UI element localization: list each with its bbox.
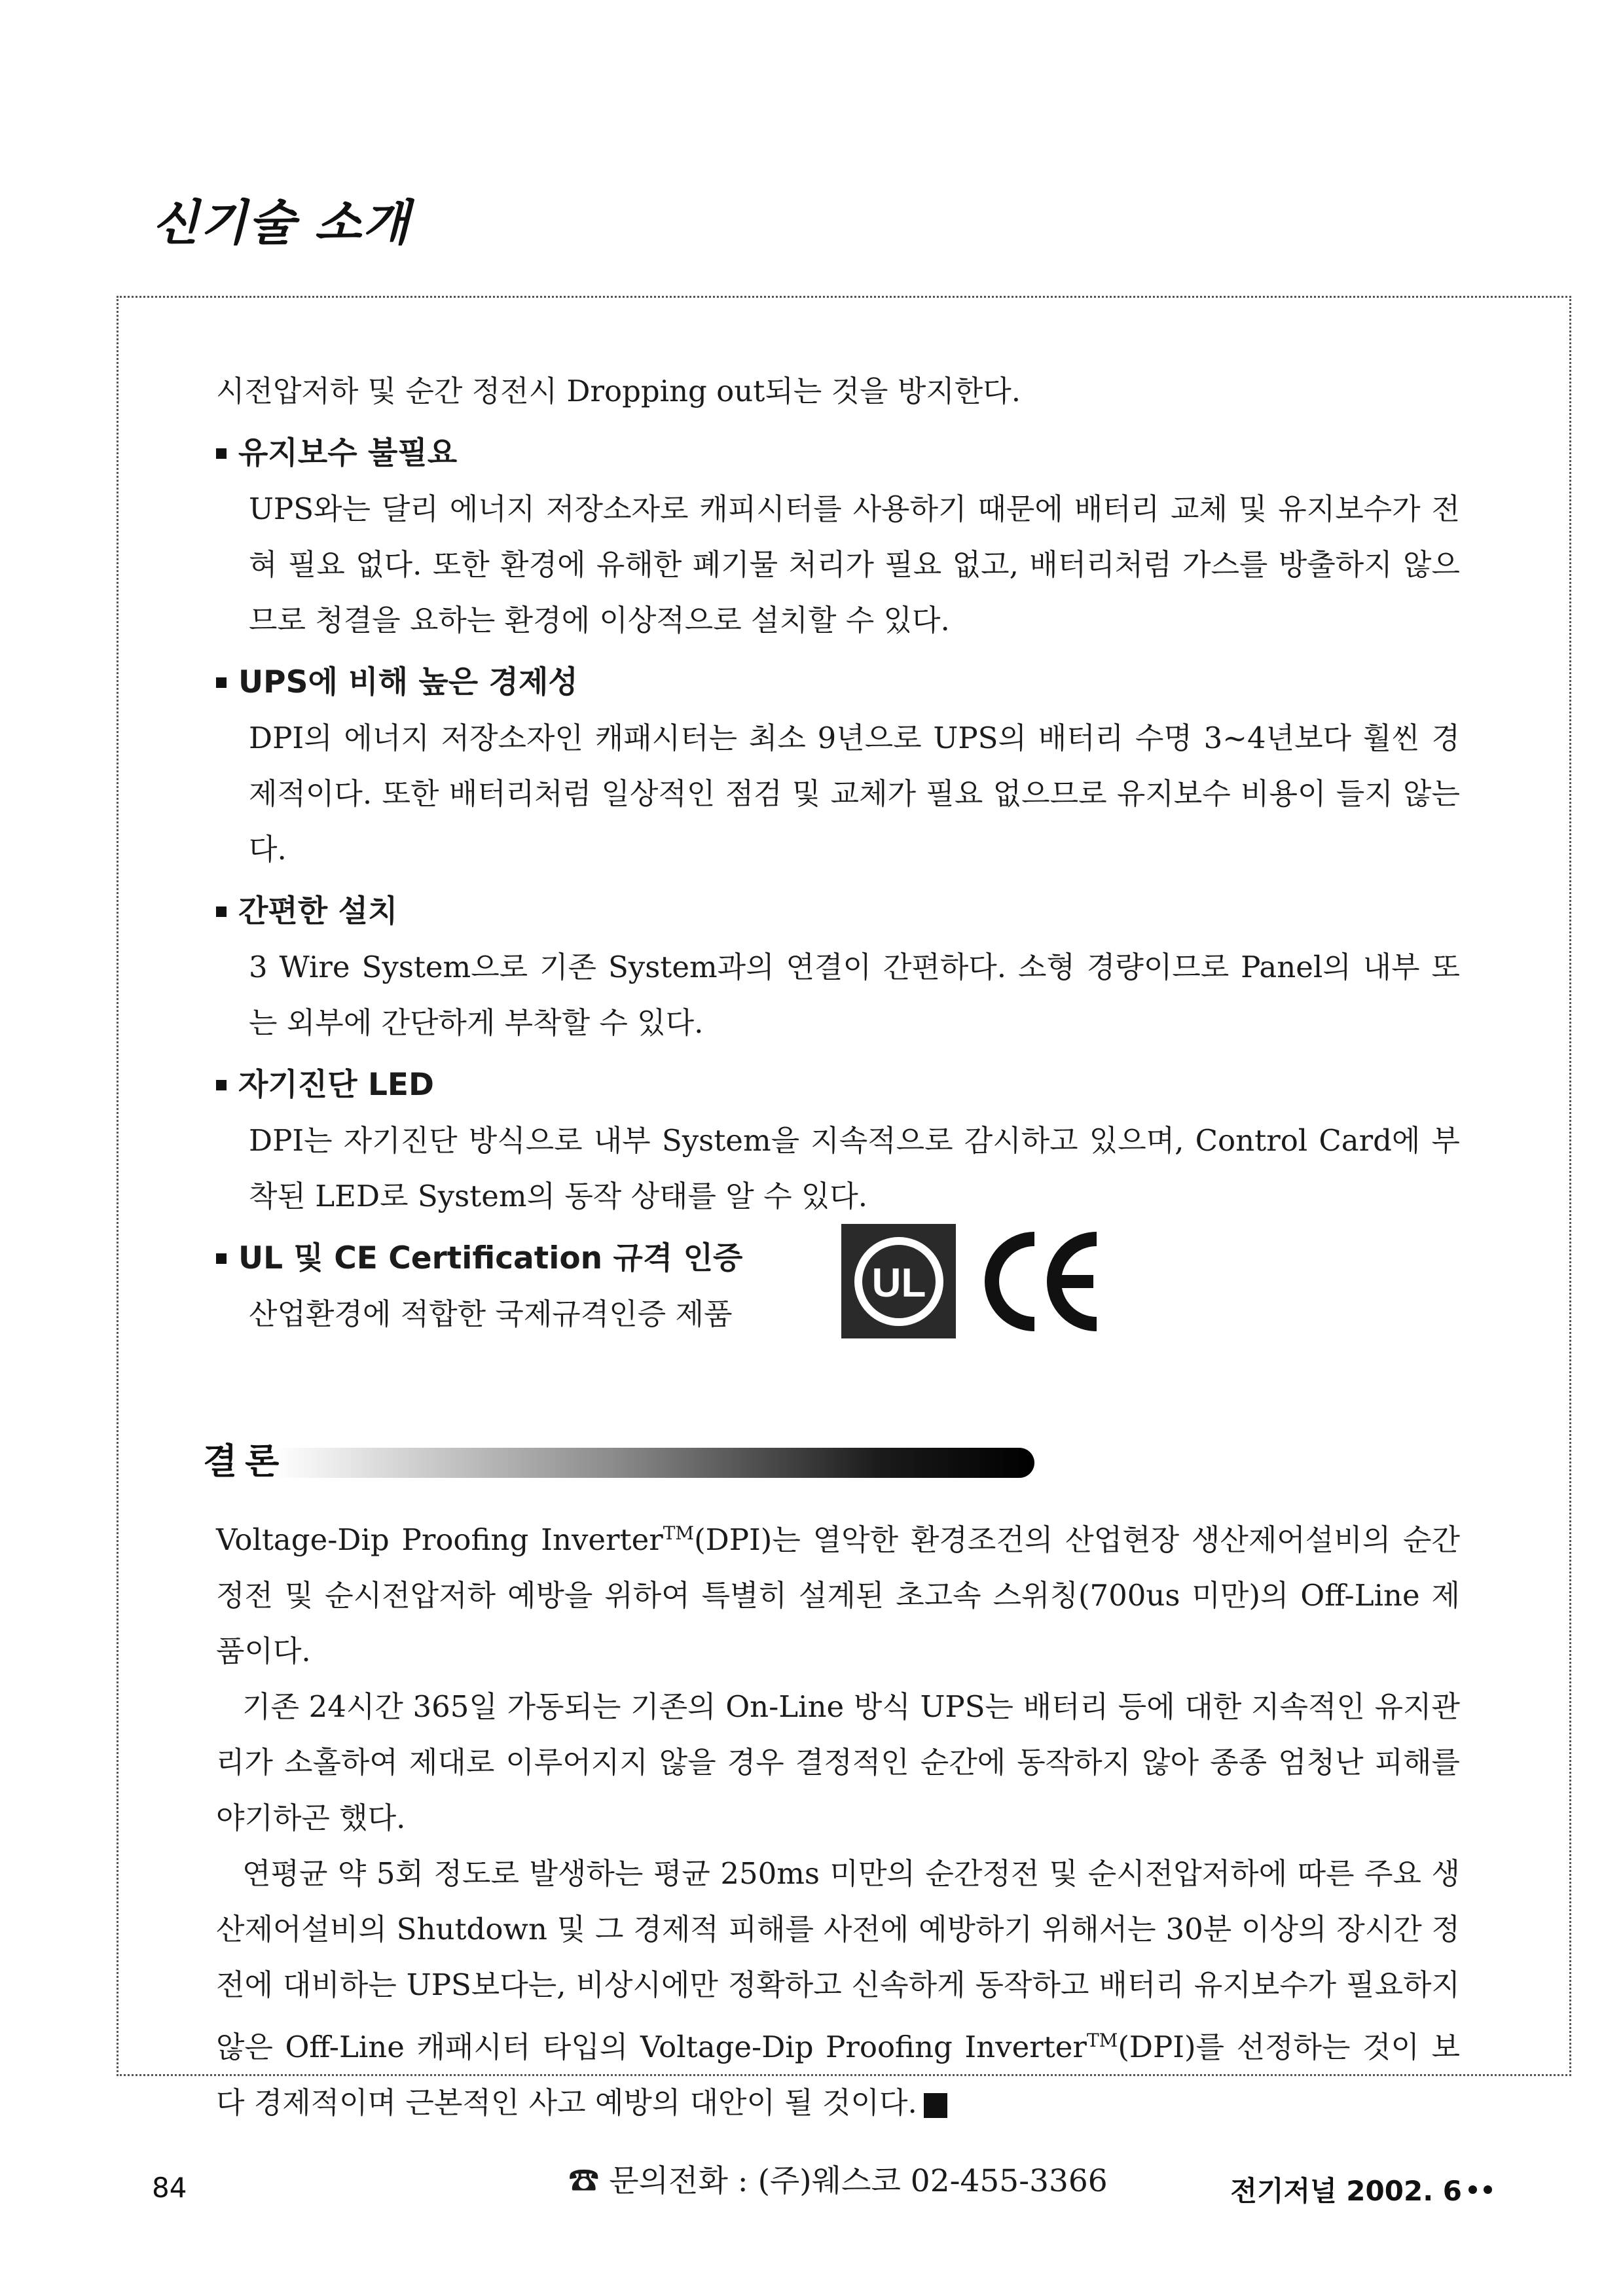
intro-line: 시전압저하 및 순간 정전시 Dropping out되는 것을 방지한다. <box>216 374 1021 408</box>
phone-icon: ☎ <box>568 2163 600 2199</box>
feature-text: UPS와는 달리 에너지 저장소자로 캐피시터를 사용하기 때문에 배터리 교체 및 유지보수가 전혀 필요 없다. 또한 환경에 유해한 폐기물 처리가 필요 없고, 배터리처럼 가스를 방출하지 않으므로 청결을 요하는 환경에 이상적으로 설치할 수 있다. <box>249 492 1460 637</box>
feature-led <box>216 1057 1460 1224</box>
square-bullet-icon <box>216 448 227 459</box>
end-mark-icon: 전 <box>924 2093 947 2118</box>
square-bullet-icon <box>216 677 227 688</box>
feature-installation <box>216 884 1460 1050</box>
feature-text: DPI는 자기진단 방식으로 내부 System을 지속적으로 감시하고 있으며, Control Card에 부착된 LED로 System의 동작 상태를 알 수 있다. <box>249 1123 1460 1213</box>
feature-maintenance <box>216 425 1460 648</box>
feature-text: DPI의 에너지 저장소자인 캐패시터는 최소 9년으로 UPS의 배터리 수명 3~4년보다 훨씬 경제적이다. 또한 배터리처럼 일상적인 점검 및 교체가 필요 없으므로 유지보수 비용이 들지 않는다. <box>249 721 1460 867</box>
page-number: 84 <box>152 2172 187 2204</box>
conclusion-gradient-bar <box>275 1448 1034 1478</box>
ce-logo-icon <box>976 1226 1106 1337</box>
feature-text: 3 Wire System으로 기존 System과의 연결이 간편하다. 소형 경량이므로 Panel의 내부 또는 외부에 간단하게 부착할 수 있다. <box>249 950 1460 1040</box>
square-bullet-icon <box>216 1080 227 1090</box>
feature-heading: 간편한 설치 <box>238 893 398 929</box>
feature-heading: 자기진단 LED <box>238 1067 435 1103</box>
journal-title: 전기저널 2002. 6 <box>1230 2175 1462 2207</box>
square-bullet-icon <box>216 1253 227 1264</box>
journal-footer <box>1230 2170 1492 2209</box>
section-title: 신기술 소개 <box>152 195 411 251</box>
square-bullet-icon <box>216 906 227 917</box>
ul-logo-text: UL <box>871 1260 926 1306</box>
conclusion-paragraph-3: 연평균 약 5회 정도로 발생하는 평균 250ms 미만의 순간정전 및 순시전압저하에 따른 주요 생산제어설비의 Shutdown 및 그 경제적 피해를 사전에 예방하기 위해서는 30분 이상의 장시간 정전에 대비하는 UPS보다는, 비상시에만 정확하고 신속하게 동작하고 배터리 유지보수가 필요하지 않은 Off-Line 캐패시터 타입의 Voltage-Dip Proofing Inverter™(DPI)를 선정하는 것이 보다 경제적이며 근본적인 사고 예방의 대안이 될 것이다. 전 <box>216 1856 1460 2120</box>
certification-logos <box>841 1224 1106 1338</box>
feature-economy <box>216 655 1460 877</box>
contact-text: 문의전화 : (주)웨스코 02-455-3366 <box>609 2163 1108 2199</box>
feature-certification <box>216 1230 1460 1342</box>
ul-logo-icon <box>841 1224 956 1338</box>
feature-heading: UL 및 CE Certification 규격 인증 <box>238 1240 743 1276</box>
feature-text: 산업환경에 적합한 국제규격인증 제품 <box>249 1297 733 1331</box>
feature-heading: UPS에 비해 높은 경제성 <box>238 664 578 700</box>
dot-icon <box>1468 2185 1477 2194</box>
conclusion-paragraph-1: Voltage-Dip Proofing Inverter™(DPI)는 열악한 환경조건의 산업현장 생산제어설비의 순간정전 및 순시전압저하 예방을 위하여 특별히 설계된 초고속 스위칭(700us 미만)의 Off-Line 제품이다. <box>216 1522 1460 1668</box>
feature-heading: 유지보수 불필요 <box>238 435 458 471</box>
conclusion-header <box>203 1433 1460 1486</box>
conclusion-title: 결론 <box>203 1441 287 1482</box>
article-body <box>203 363 1460 2200</box>
dot-icon <box>1484 2185 1492 2194</box>
conclusion-paragraph-2: 기존 24시간 365일 가동되는 기존의 On-Line 방식 UPS는 배터리 등에 대한 지속적인 유지관리가 소홀하여 제대로 이루어지지 않을 경우 결정적인 순간에 동작하지 않아 종종 엄청난 피해를 야기하곤 했다. <box>216 1689 1460 1835</box>
